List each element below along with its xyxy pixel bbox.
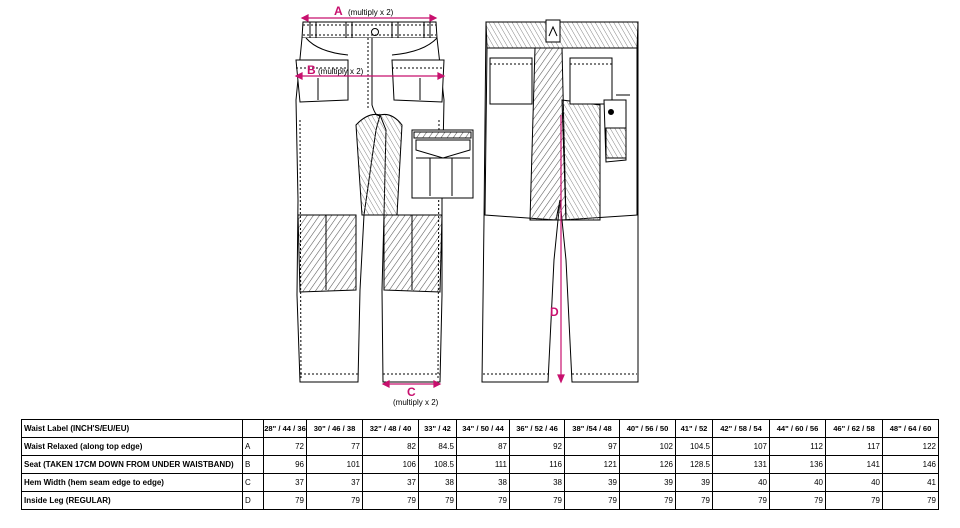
measurement-value: 79 [510,492,565,510]
measurement-value: 108.5 [419,456,457,474]
measure-c-letter: C [407,385,416,399]
size-header-cell: 46" / 62 / 58 [826,420,883,438]
measurement-label: Hem Width (hem seam edge to edge) [22,474,243,492]
measurement-value: 39 [676,474,713,492]
measurement-value: 79 [565,492,620,510]
measurement-code: D [243,492,264,510]
measurement-value: 126 [620,456,676,474]
measurement-value: 92 [510,438,565,456]
measurement-value: 79 [307,492,363,510]
measurement-value: 79 [457,492,510,510]
size-header-cell: 36" / 52 / 46 [510,420,565,438]
measurement-row [22,474,939,492]
measurement-value: 79 [264,492,307,510]
size-header-cell: 33" / 42 [419,420,457,438]
measure-d-letter: D [550,305,559,319]
measurement-value: 82 [363,438,419,456]
measurement-value: 97 [565,438,620,456]
measurement-value: 79 [826,492,883,510]
size-header-cell: 38" /54 / 48 [565,420,620,438]
size-header-cell: 40" / 56 / 50 [620,420,676,438]
measure-b-note: (multiply x 2) [318,67,364,76]
measurement-value: 84.5 [419,438,457,456]
measurement-value: 104.5 [676,438,713,456]
measurement-value: 77 [307,438,363,456]
measurement-code: C [243,474,264,492]
measurement-value: 87 [457,438,510,456]
measurement-value: 141 [826,456,883,474]
measurement-value: 117 [826,438,883,456]
measurement-value: 131 [713,456,770,474]
measurement-value: 79 [419,492,457,510]
measurement-row [22,492,939,510]
measurement-value: 40 [770,474,826,492]
measurement-value: 128.5 [676,456,713,474]
size-chart-table [21,419,939,510]
header-code-cell [243,420,264,438]
measurement-code: B [243,456,264,474]
header-label-cell: Waist Label (INCH'S/EU/EU) [22,420,243,438]
size-header-row [22,420,939,438]
measurement-value: 39 [620,474,676,492]
measure-b-letter: B [307,63,316,77]
size-header-cell: 44" / 60 / 56 [770,420,826,438]
measurement-value: 136 [770,456,826,474]
measurement-value: 102 [620,438,676,456]
measurement-value: 121 [565,456,620,474]
measurement-value: 40 [713,474,770,492]
measurement-value: 79 [883,492,939,510]
measurement-value: 72 [264,438,307,456]
measurement-value: 112 [770,438,826,456]
back-view-trousers [482,20,638,382]
measurement-value: 40 [826,474,883,492]
size-header-cell: 48" / 64 / 60 [883,420,939,438]
measurement-value: 38 [419,474,457,492]
measurement-value: 101 [307,456,363,474]
measurement-value: 79 [363,492,419,510]
measurement-value: 41 [883,474,939,492]
measurement-label: Seat (TAKEN 17CM DOWN FROM UNDER WAISTBAND) [22,456,243,474]
measure-c-note: (multiply x 2) [393,398,439,407]
measurement-value: 146 [883,456,939,474]
size-header-cell: 41" / 52 [676,420,713,438]
measurement-value: 107 [713,438,770,456]
measurement-value: 96 [264,456,307,474]
measurement-row [22,438,939,456]
size-header-cell: 32" / 48 / 40 [363,420,419,438]
measurement-value: 79 [713,492,770,510]
measurement-value: 39 [565,474,620,492]
measurement-value: 106 [363,456,419,474]
measurement-code: A [243,438,264,456]
measurement-label: Waist Relaxed (along top edge) [22,438,243,456]
measurement-row [22,456,939,474]
measurement-label: Inside Leg (REGULAR) [22,492,243,510]
measure-a-letter: A [334,4,343,18]
size-header-cell: 28" / 44 / 36 [264,420,307,438]
measurement-value: 122 [883,438,939,456]
measurement-value: 111 [457,456,510,474]
measurement-value: 38 [457,474,510,492]
size-header-cell: 30" / 46 / 38 [307,420,363,438]
measurement-value: 79 [770,492,826,510]
measurement-value: 37 [363,474,419,492]
measurement-value: 116 [510,456,565,474]
measurement-value: 37 [264,474,307,492]
size-header-cell: 42" / 58 / 54 [713,420,770,438]
pocket-detail-inset [412,130,473,198]
size-header-cell: 34" / 50 / 44 [457,420,510,438]
measurement-value: 79 [676,492,713,510]
measure-a-note: (multiply x 2) [348,8,394,17]
measurement-value: 38 [510,474,565,492]
measurement-value: 37 [307,474,363,492]
measurement-value: 79 [620,492,676,510]
